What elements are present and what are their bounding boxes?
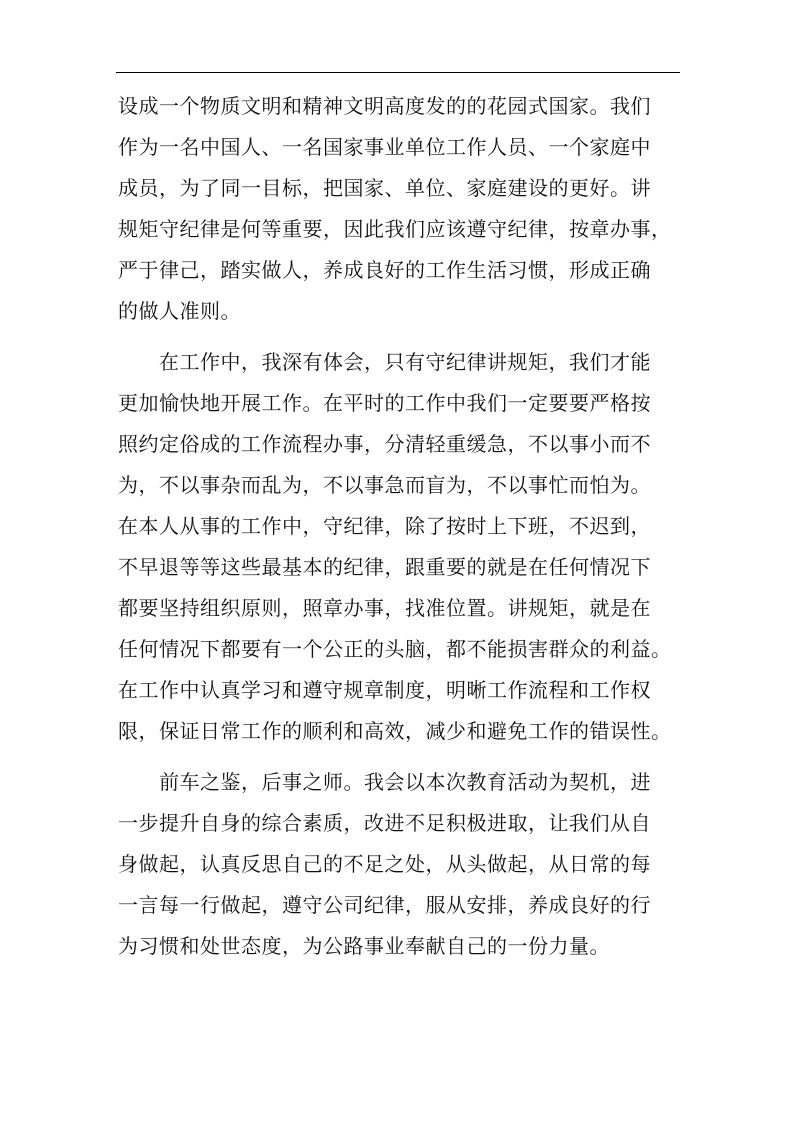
text-line: 规矩守纪律是何等重要，因此我们应该遵守纪律，按章办事， [118,217,672,241]
text-line: 都要坚持组织原则，照章办事，找准位置。讲规矩，就是在 [118,596,651,620]
text-line: 前车之鉴，后事之师。我会以本次教育活动为契机，进 [159,770,651,794]
text-line: 不早退等等这些最基本的纪律，跟重要的就是在任何情况下 [118,555,651,579]
text-line: 严于律己，踏实做人，养成良好的工作生活习惯，形成正确 [118,258,651,282]
text-line: 照约定俗成的工作流程办事，分清轻重缓急，不以事小而不 [118,432,651,456]
text-line: 在工作中认真学习和遵守规章制度，明晰工作流程和工作权 [118,678,651,702]
body-text [118,86,684,967]
text-line: 在本人从事的工作中，守纪律，除了按时上下班，不迟到， [118,514,651,538]
paragraph-1 [118,86,684,332]
text-line: 设成一个物质文明和精神文明高度发的的花园式国家。我们 [118,94,651,118]
text-line: 成员，为了同一目标，把国家、单位、家庭建设的更好。讲 [118,176,651,200]
text-line: 作为一名中国人、一名国家事业单位工作人员、一个家庭中 [118,135,651,159]
text-line: 更加愉快地开展工作。在平时的工作中我们一定要要严格按 [118,391,651,415]
text-line: 任何情况下都要有一个公正的头脑，都不能损害群众的利益。 [118,637,672,661]
paragraph-spacer [118,752,684,762]
text-line: 一言每一行做起，遵守公司纪律，服从安排，养成良好的行 [118,893,651,917]
text-line: 的做人准则。 [118,299,241,323]
header-rule [116,72,680,73]
paragraph-3 [118,762,684,967]
text-line: 为习惯和处世态度，为公路事业奉献自己的一份力量。 [118,934,610,958]
text-line: 一步提升自身的综合素质，改进不足积极进取，让我们从自 [118,811,651,835]
paragraph-spacer [118,332,684,342]
text-line: 限，保证日常工作的顺利和高效，减少和避免工作的错误性。 [118,719,672,743]
text-line: 为，不以事杂而乱为，不以事急而盲为，不以事忙而怕为。 [118,473,651,497]
paragraph-2 [118,342,684,752]
text-line: 身做起，认真反思自己的不足之处，从头做起，从日常的每 [118,852,651,876]
text-line: 在工作中，我深有体会，只有守纪律讲规矩，我们才能 [159,350,651,374]
